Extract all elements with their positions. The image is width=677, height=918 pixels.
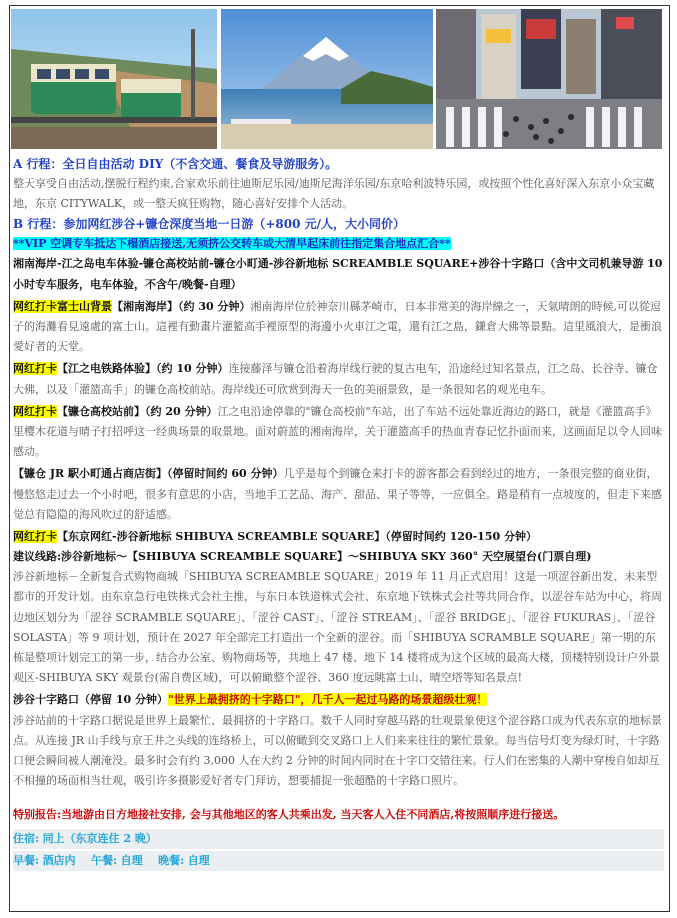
spot-tag: 网红打卡 [13,362,57,376]
mt-fuji-enoshima-photo [221,9,433,149]
stay-label: 住宿: [13,831,40,845]
dinner-value: 自理 [187,853,210,867]
spot-desc: 江之电沿途停靠的"镰仓高校前"车站，出了车站不远处靠近海边的路口，就是《灌篮高手》里樱木花道与晴子打招呼这一经典场景的取景地。面对蔚蓝的湘南海岸，关于灌篮高手的热血青春记忆扑面而来，这画面足以令人回味感动。 [13,404,662,459]
spot-name: 【东京网红-涉谷新地标 SHIBUYA SCREAMBLE SQUARE】（停留时间约 120-150 分钟） [57,530,537,544]
photo-strip [11,9,662,149]
breakfast-label: 早餐: [13,853,40,867]
spot-desc: 几乎是每个到镰仓来打卡的游客都会看到经过的地方，一条很完整的商业街，慢悠悠走过去一个小时吧，很多有意思的小店，当地手工艺品、海产、甜品、果子等等，一应俱全。路是稍有一点坡度的，但走下来感觉总有隐隐的海风吹过的舒适感。 [13,467,662,521]
spot-desc: 连接藤泽与镰仓沿着海岸线行驶的复古电车，沿途经过知名景点，江之岛、长谷寺、镰仓大佛，以及「灌篮高手」的镰仓高校前站。海岸线还可欣赏到海天一色的美丽景致，是一条很知名的观光电车。 [13,362,658,396]
shibuya-route: 建议线路:涉谷新地标～【SHIBUYA SCREAMBLE SQUARE】～SHIBUYA SKY 360° 天空展望台(门票自理) [13,550,592,564]
lunch-value: 自理 [120,853,143,867]
meals-row [13,851,664,871]
spot-tag: 网红打卡 [13,404,57,418]
crossing-slogan: "世界上最拥挤的十字路口"，几千人一起过马路的场景超级壮观！ [167,693,488,707]
vip-bar [13,234,664,254]
special-notice: 特别报告:当地游由日方地接社安排, 会与其他地区的客人共乘出发, 当天客人入住不同酒店,将按照顺序进行接送。 [13,808,565,822]
spot-shibuya-square [13,527,664,547]
breakfast-value: 酒店内 [42,853,76,867]
spot-tag: 网红打卡 [13,530,57,544]
stay-value: 同上（东京连住 2 晚） [42,831,157,845]
spot-name: 【镰仓 JR 駅小町通占商店街】（停留时间约 60 分钟） [13,467,284,481]
shibuya-crossing-photo [436,9,662,149]
itinerary-content [13,154,664,871]
route-summary: 湘南海岸-江之岛电车体验-镰仓高校站前-镰仓小町通-涉谷新地标 SCREAMBLE SQUARE+涉谷十字路口（含中文司机兼导游 10 小时专车服务，电车体验，不含午/晚餐-自理） [13,257,663,291]
spot-tag: 网红打卡富士山背景 [13,299,112,313]
spot-kamakura-station [13,402,664,463]
shibuya-desc: 涉谷新地标－全新复合式购物商城「SHIBUYA SCREAMBLE SQUARE」2019 年 11 月正式启用！这是一项涩谷新出发、未来型都市的开发计划。由东京急行电铁株式会社主推，与东日本铁道株式会社、东京地下铁株式会社等共同合作，以涩谷车站为中心，将周边地区划分为「涩谷 SCRAMBLE SQUARE」、「涩谷 CAST」、「涩谷 STREAM」、「涩谷 BRIDGE」、「涩谷 FUKURAS」、「涩谷 SOLASTA」等 9 项计划，预计在 2027 年全部完工打造出一个全新的涩谷。而「SHIBUYA SCRAMBLE SQUARE」第一期的东栋是整项计划完工的第一步，结合办公室、购物商场等，共地上 47 楼、地下 14 楼将成为这个区域的最高大楼，顶楼特别设计户外景观区-SHIBUYA SKY 观景台(需自费区域)，可以俯瞰整个涩谷、360 度远眺富士山、晴空塔等知名景点! [13,570,662,685]
stay-row [13,829,664,849]
option-b-title: B 行程：参加网红涉谷+镰仓深度当地一日游（+800 元/人，大小同价） [13,217,406,232]
lunch-label: 午餐: [91,853,118,867]
enoden-train-photo [11,9,217,149]
spot-name: 【江之电铁路体验】（约 10 分钟） [57,362,229,376]
option-a-title: A 行程：全日自由活动 DIY（不含交通、餐食及导游服务）。 [13,157,338,171]
spot-name: 涉谷十字路口（停留 10 分钟） [13,693,168,707]
spot-desc: 湘南海岸位於神奈川縣茅崎市，日本非常美的海岸線之一，天氣晴朗的時候,可以從逗子的海灘看見遠處的富士山。這裡有動畫片灌籃高手裡原型的海邊小火車江之電，還有江之島，鎌倉大佛等景點。這里風浪大，是衝浪愛好者的天堂。 [13,299,662,354]
crossing-desc: 涉谷站前的十字路口据说是世界上最繁忙、最拥挤的十字路口。数千人同时穿越马路的壮观景象使这个涩谷路口成为代表东京的地标景点。从连接 JR 山手线与京王井之头线的连络桥上，可以俯瞰到交叉路口上人们来来往往的繁忙景象。每当信号灯变为绿灯时，十字路口便会瞬间被人潮淹没。最多时会有约 3,000 人在大约 2 分钟的时间内同时在十字口交错往来。行人们在密集的人潮中穿梭自如却互不相撞的场面相当壮观，吸引许多摄影爱好者专门拜访，想要捕捉一张超酷的十字路口照片。 [13,713,662,788]
spot-name: 【湘南海岸】（约 30 分钟） [112,299,251,313]
vip-notice: **VIP 空调专车抵达下榻酒店接送,无须挤公交转车或大清早起床前往指定集合地点汇合** [13,237,451,251]
spot-enoden [13,359,664,399]
spot-komachi [13,464,664,525]
option-a-desc: 整天享受自由活动,摆脱行程约束,合家欢乐前往迪斯尼乐园/迪斯尼海洋乐园/东京哈利波特乐园，或按照个性化喜好深入东京小众宝藏地，东京 CITYWALK，或一整天疯狂购物，随心喜好安排个人活动。 [13,177,655,211]
spot-shonan [13,297,664,358]
spot-name: 【镰仓高校站前】（约 20 分钟） [57,404,218,418]
spot-crossing [13,690,664,710]
dinner-label: 晚餐: [158,853,185,867]
